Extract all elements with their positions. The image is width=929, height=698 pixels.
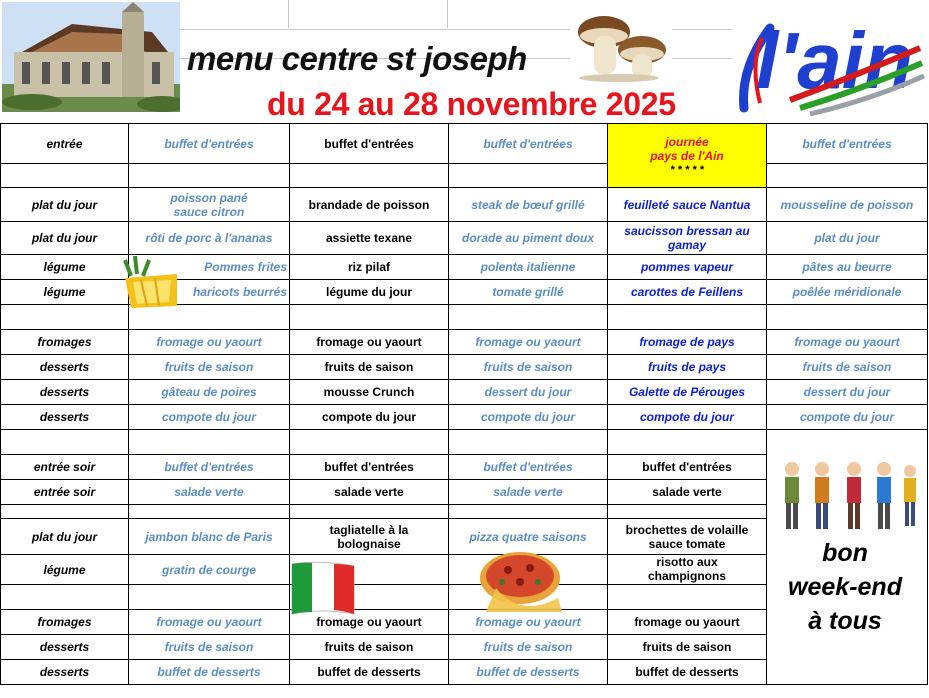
header	[0, 0, 929, 122]
cell-wed: salade verte	[449, 480, 608, 505]
cell-fri: poêlée méridionale	[767, 280, 928, 305]
svg-text:l'ain: l'ain	[756, 16, 913, 105]
cell-wed: steak de bœuf grillé	[449, 188, 608, 222]
hikers-image	[774, 457, 922, 535]
italian-flag-icon	[290, 560, 356, 618]
cell-mon: jambon blanc de Paris	[129, 519, 290, 555]
ain-logo	[730, 8, 925, 120]
highlight-line2: pays de l'Ain	[650, 148, 724, 163]
weekend-message	[770, 536, 920, 638]
cell-fri: dessert du jour	[767, 380, 928, 405]
menu-dates: du 24 au 28 novembre 2025	[267, 86, 676, 122]
menu-title: menu centre st joseph	[187, 40, 527, 77]
cell-thu: fromage ou yaourt	[608, 610, 767, 635]
cell-thu: salade verte	[608, 480, 767, 505]
row-entree	[1, 124, 928, 164]
cell-mon: poisson pané sauce citron	[129, 188, 290, 222]
cell-wed: pizza quatre saisons	[449, 519, 608, 555]
cell-wed: buffet d'entrées	[449, 124, 608, 164]
mushroom-image	[574, 10, 672, 82]
cell-mon: fruits de saison	[129, 355, 290, 380]
cell-mon: fromage ou yaourt	[129, 330, 290, 355]
cell-thu: brochettes de volaille sauce tomate	[608, 519, 767, 555]
cell-fri: pâtes au beurre	[767, 255, 928, 280]
row-label: légume	[1, 255, 129, 280]
row-label: entrée	[1, 124, 129, 164]
cell-mon: buffet d'entrées	[129, 124, 290, 164]
highlight-stars: * * * * *	[670, 163, 704, 176]
row-desserts1	[1, 355, 928, 380]
cell-mon: rôti de porc à l'ananas	[129, 222, 290, 255]
cell-fri: fruits de saison	[767, 355, 928, 380]
cell-tue: fromage ou yaourt	[290, 610, 449, 635]
cell-tue: fromage ou yaourt	[290, 330, 449, 355]
weekend-line2: week-end	[788, 573, 902, 601]
cell-tue: tagliatelle à la bolognaise	[290, 519, 449, 555]
row-spacer	[1, 430, 928, 455]
cell-thu: fruits de saison	[608, 635, 767, 660]
weekend-line3: à tous	[808, 607, 882, 635]
cell-fri: compote du jour	[767, 405, 928, 430]
cell-mon: buffet de desserts	[129, 660, 290, 685]
cell-thu: carottes de Feillens	[608, 280, 767, 305]
row-label: plat du jour	[1, 222, 129, 255]
cell-wed: polenta italienne	[449, 255, 608, 280]
cell-mon: fruits de saison	[129, 635, 290, 660]
cell-wed: buffet d'entrées	[449, 455, 608, 480]
row-label: desserts	[1, 635, 129, 660]
row-label: desserts	[1, 405, 129, 430]
cell-fri: mousseline de poisson	[767, 188, 928, 222]
row-label: desserts	[1, 380, 129, 405]
row-label: légume	[1, 280, 129, 305]
row-label: entrée soir	[1, 455, 129, 480]
cell-tue: mousse Crunch	[290, 380, 449, 405]
cell-thu: buffet d'entrées	[608, 455, 767, 480]
cell-mon: gâteau de poires	[129, 380, 290, 405]
cell-thu: buffet de desserts	[608, 660, 767, 685]
cell-fri: fromage ou yaourt	[767, 330, 928, 355]
pineapple-image	[121, 256, 179, 310]
cell-tue: légume du jour	[290, 280, 449, 305]
row-fromages	[1, 330, 928, 355]
church-photo	[2, 2, 180, 112]
cell-mon: haricots beurrés	[129, 280, 290, 305]
cell-wed: dorade au piment doux	[449, 222, 608, 255]
cell-mon: Pommes frites	[129, 255, 290, 280]
row-desserts2	[1, 380, 928, 405]
cell-tue: salade verte	[290, 480, 449, 505]
cell-mon: salade verte	[129, 480, 290, 505]
cell-tue: assiette texane	[290, 222, 449, 255]
cell-fri: plat du jour	[767, 222, 928, 255]
cell-mon: gratin de courge	[129, 555, 290, 585]
cell-tue: buffet d'entrées	[290, 124, 449, 164]
cell-thu: feuilleté sauce Nantua	[608, 188, 767, 222]
row-label: desserts	[1, 660, 129, 685]
cell-mon: compote du jour	[129, 405, 290, 430]
highlight-line1: journée	[665, 134, 709, 149]
cell-wed: compote du jour	[449, 405, 608, 430]
row-label: plat du jour	[1, 519, 129, 555]
cell-tue: fruits de saison	[290, 635, 449, 660]
row-plat2	[1, 222, 928, 255]
row-plat1	[1, 188, 928, 222]
cell-tue: compote du jour	[290, 405, 449, 430]
cell-wed: buffet de desserts	[449, 660, 608, 685]
pizza-icon	[476, 548, 566, 616]
cell-thu: Galette de Pérouges	[608, 380, 767, 405]
row-label: desserts	[1, 355, 129, 380]
cell-thu: fruits de pays	[608, 355, 767, 380]
row-label: plat du jour	[1, 188, 129, 222]
cell-wed: fruits de saison	[449, 635, 608, 660]
cell-tue: riz pilaf	[290, 255, 449, 280]
row-label: entrée soir	[1, 480, 129, 505]
cell-wed: fromage ou yaourt	[449, 610, 608, 635]
cell-tue: buffet d'entrées	[290, 455, 449, 480]
row-label: fromages	[1, 610, 129, 635]
cell-tue: fruits de saison	[290, 355, 449, 380]
row-label: fromages	[1, 330, 129, 355]
cell-mon: fromage ou yaourt	[129, 610, 290, 635]
cell-wed: tomate grillé	[449, 280, 608, 305]
cell-fri: buffet d'entrées	[767, 124, 928, 164]
cell-wed: fromage ou yaourt	[449, 330, 608, 355]
cell-thu: saucisson bressan au gamay	[608, 222, 767, 255]
row-spacer	[1, 164, 928, 188]
row-desserts3	[1, 405, 928, 430]
cell-wed: dessert du jour	[449, 380, 608, 405]
cell-wed: fruits de saison	[449, 355, 608, 380]
row-label: légume	[1, 555, 129, 585]
cell-thu: pommes vapeur	[608, 255, 767, 280]
cell-thu: risotto aux champignons	[608, 555, 767, 585]
cell-tue: brandade de poisson	[290, 188, 449, 222]
cell-thu-highlight	[608, 124, 767, 188]
cell-thu: compote du jour	[608, 405, 767, 430]
cell-tue: buffet de desserts	[290, 660, 449, 685]
cell-thu: fromage de pays	[608, 330, 767, 355]
weekend-line1: bon	[822, 539, 868, 567]
cell-mon: buffet d'entrées	[129, 455, 290, 480]
